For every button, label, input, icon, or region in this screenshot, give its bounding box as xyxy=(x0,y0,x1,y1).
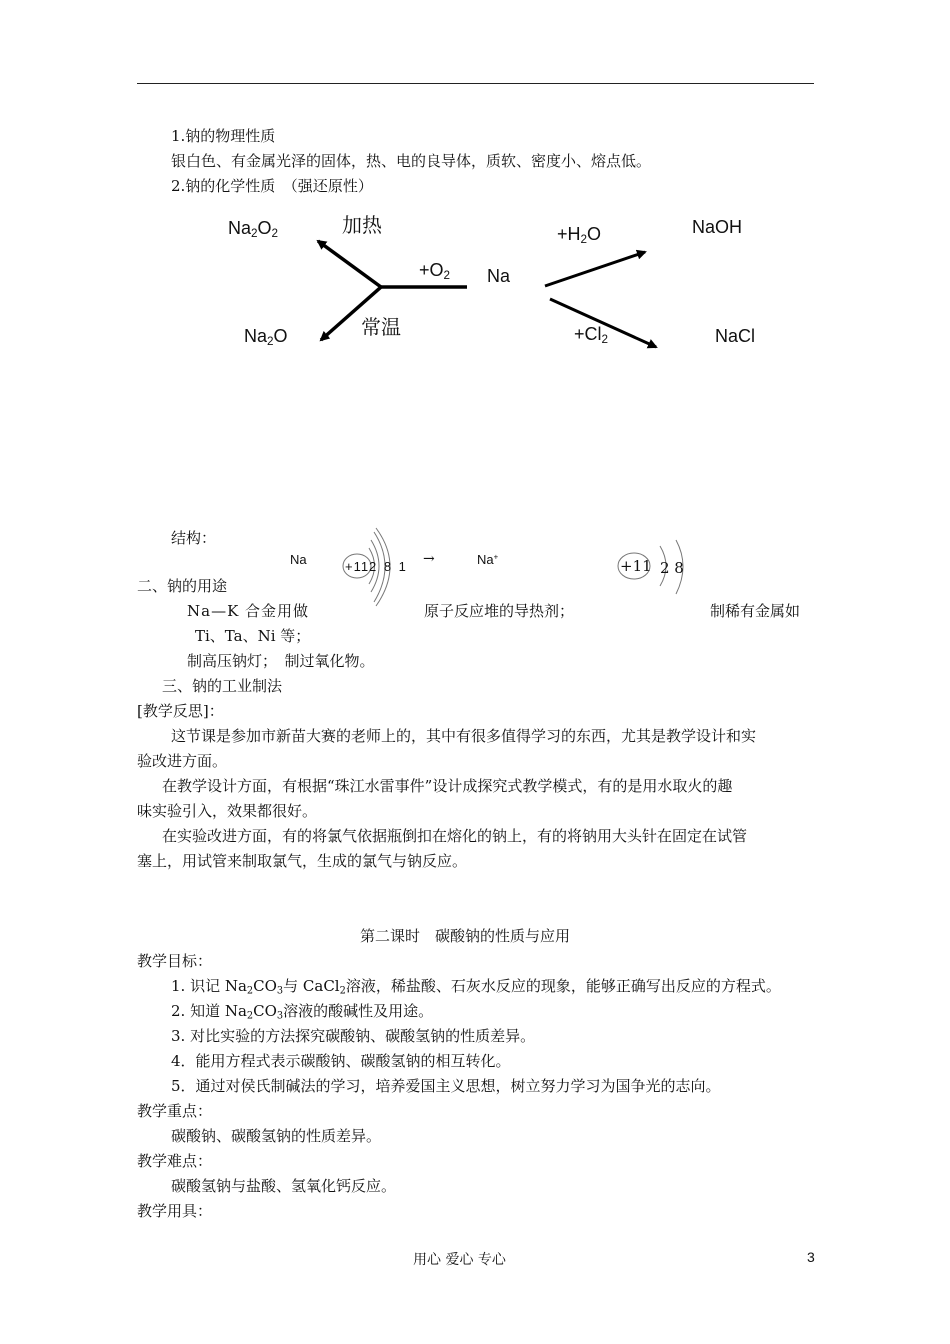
reflection-p3-line2: 塞上，用试管来制取氯气，生成的氯气与钠反应。 xyxy=(137,852,468,870)
plus-o2-label: $+O_2$ xyxy=(419,260,451,282)
na-ion-nucleus: +11 xyxy=(620,557,652,575)
reflection-p1-line2: 验改进方面。 xyxy=(137,752,228,770)
plus-cl2-label: $+Cl_2$ xyxy=(574,324,609,346)
na-ion-label: Na+ xyxy=(477,552,499,567)
page-number: 3 xyxy=(807,1249,815,1265)
physical-properties-text: 银白色、有金属光泽的固体，热、电的良导体，质软、密度小、熔点低。 xyxy=(171,152,652,170)
naoh-formula: NaOH xyxy=(692,217,743,237)
heading-chemical-properties: 2.钠的化学性质 （强还原性） xyxy=(171,177,373,195)
heading-reflection: [教学反思]： xyxy=(137,702,224,720)
use-rare-metals: 制稀有金属如 xyxy=(710,602,801,620)
na-ion-shells: 2 8 xyxy=(660,559,684,577)
goal-2: 2. 知道 $Na_2CO_3$溶液的酸碱性及用途。 xyxy=(171,1002,434,1022)
use-sodium-lamp: 制高压钠灯； 制过氧化物。 xyxy=(187,652,375,670)
plus-h2o-label: $+H_2O$ xyxy=(557,224,602,246)
use-reactor-coolant: 原子反应堆的导热剂； xyxy=(424,602,575,620)
na2o-formula: $Na_2O$ xyxy=(244,326,288,348)
goal-5: 5．通过对侯氏制碱法的学习，培养爱国主义思想，树立努力学习为国争光的志向。 xyxy=(171,1077,721,1095)
heading-uses: 二、钠的用途 xyxy=(137,577,228,595)
sodium-label: Na xyxy=(487,266,511,286)
heading-teaching-tools: 教学用具： xyxy=(137,1202,213,1220)
reflection-p2-line2: 味实验引入，效果都很好。 xyxy=(137,802,318,820)
na2o2-formula: $Na_2O_2$ xyxy=(228,218,279,240)
room-temperature-label: 常温 xyxy=(361,315,401,339)
key-points-text: 碳酸钠、碳酸氢钠的性质差异。 xyxy=(171,1127,382,1145)
goal-3: 3. 对比实验的方法探究碳酸钠、碳酸氢钠的性质差异。 xyxy=(171,1027,536,1045)
conversion-arrow: → xyxy=(423,551,435,567)
nacl-formula: NaCl xyxy=(715,326,756,346)
goal-1: 1. 识记 $Na_2CO_3$与 CaCl$_2$溶液，稀盐酸、石灰水反应的现象，能够正确写出反应的方程式。 xyxy=(171,977,781,997)
heading-industrial-production: 三、钠的工业制法 xyxy=(162,677,283,695)
heading-teaching-goals: 教学目标： xyxy=(137,952,213,970)
na-atom-label: Na xyxy=(290,552,307,567)
reflection-p2-line1: 在教学设计方面，有根据“珠江水雷事件”设计成探究式教学模式，有的是用水取火的趣 xyxy=(162,777,733,795)
footer-motto: 用心 爱心 专心 xyxy=(413,1252,506,1268)
reflection-p3-line1: 在实验改进方面，有的将氯气依据瓶倒扣在熔化的钠上，有的将钠用大头针在固定在试管 xyxy=(162,827,748,845)
heating-label: 加热 xyxy=(342,213,382,237)
heading-difficult-points: 教学难点： xyxy=(137,1152,213,1170)
use-rare-metals-cont: Ti、Ta、Ni 等； xyxy=(195,627,311,645)
structure-label: 结构： xyxy=(171,529,217,547)
heading-key-points: 教学重点： xyxy=(137,1102,213,1120)
use-na-k-alloy: Na—K 合金用做 xyxy=(187,602,310,620)
goal-4: 4．能用方程式表示碳酸钠、碳酸氢钠的相互转化。 xyxy=(171,1052,511,1070)
lesson2-title: 第二课时 碳酸钠的性质与应用 xyxy=(360,927,571,945)
na-atom-shells: 2 8 1 xyxy=(369,559,408,574)
heading-physical-properties: 1.钠的物理性质 xyxy=(171,127,276,145)
reflection-p1-line1: 这节课是参加市新苗大赛的老师上的，其中有很多值得学习的东西，尤其是教学设计和实 xyxy=(171,727,757,745)
na-atom-nucleus: +11 xyxy=(345,559,370,574)
difficult-points-text: 碳酸氢钠与盐酸、氢氧化钙反应。 xyxy=(171,1177,397,1195)
